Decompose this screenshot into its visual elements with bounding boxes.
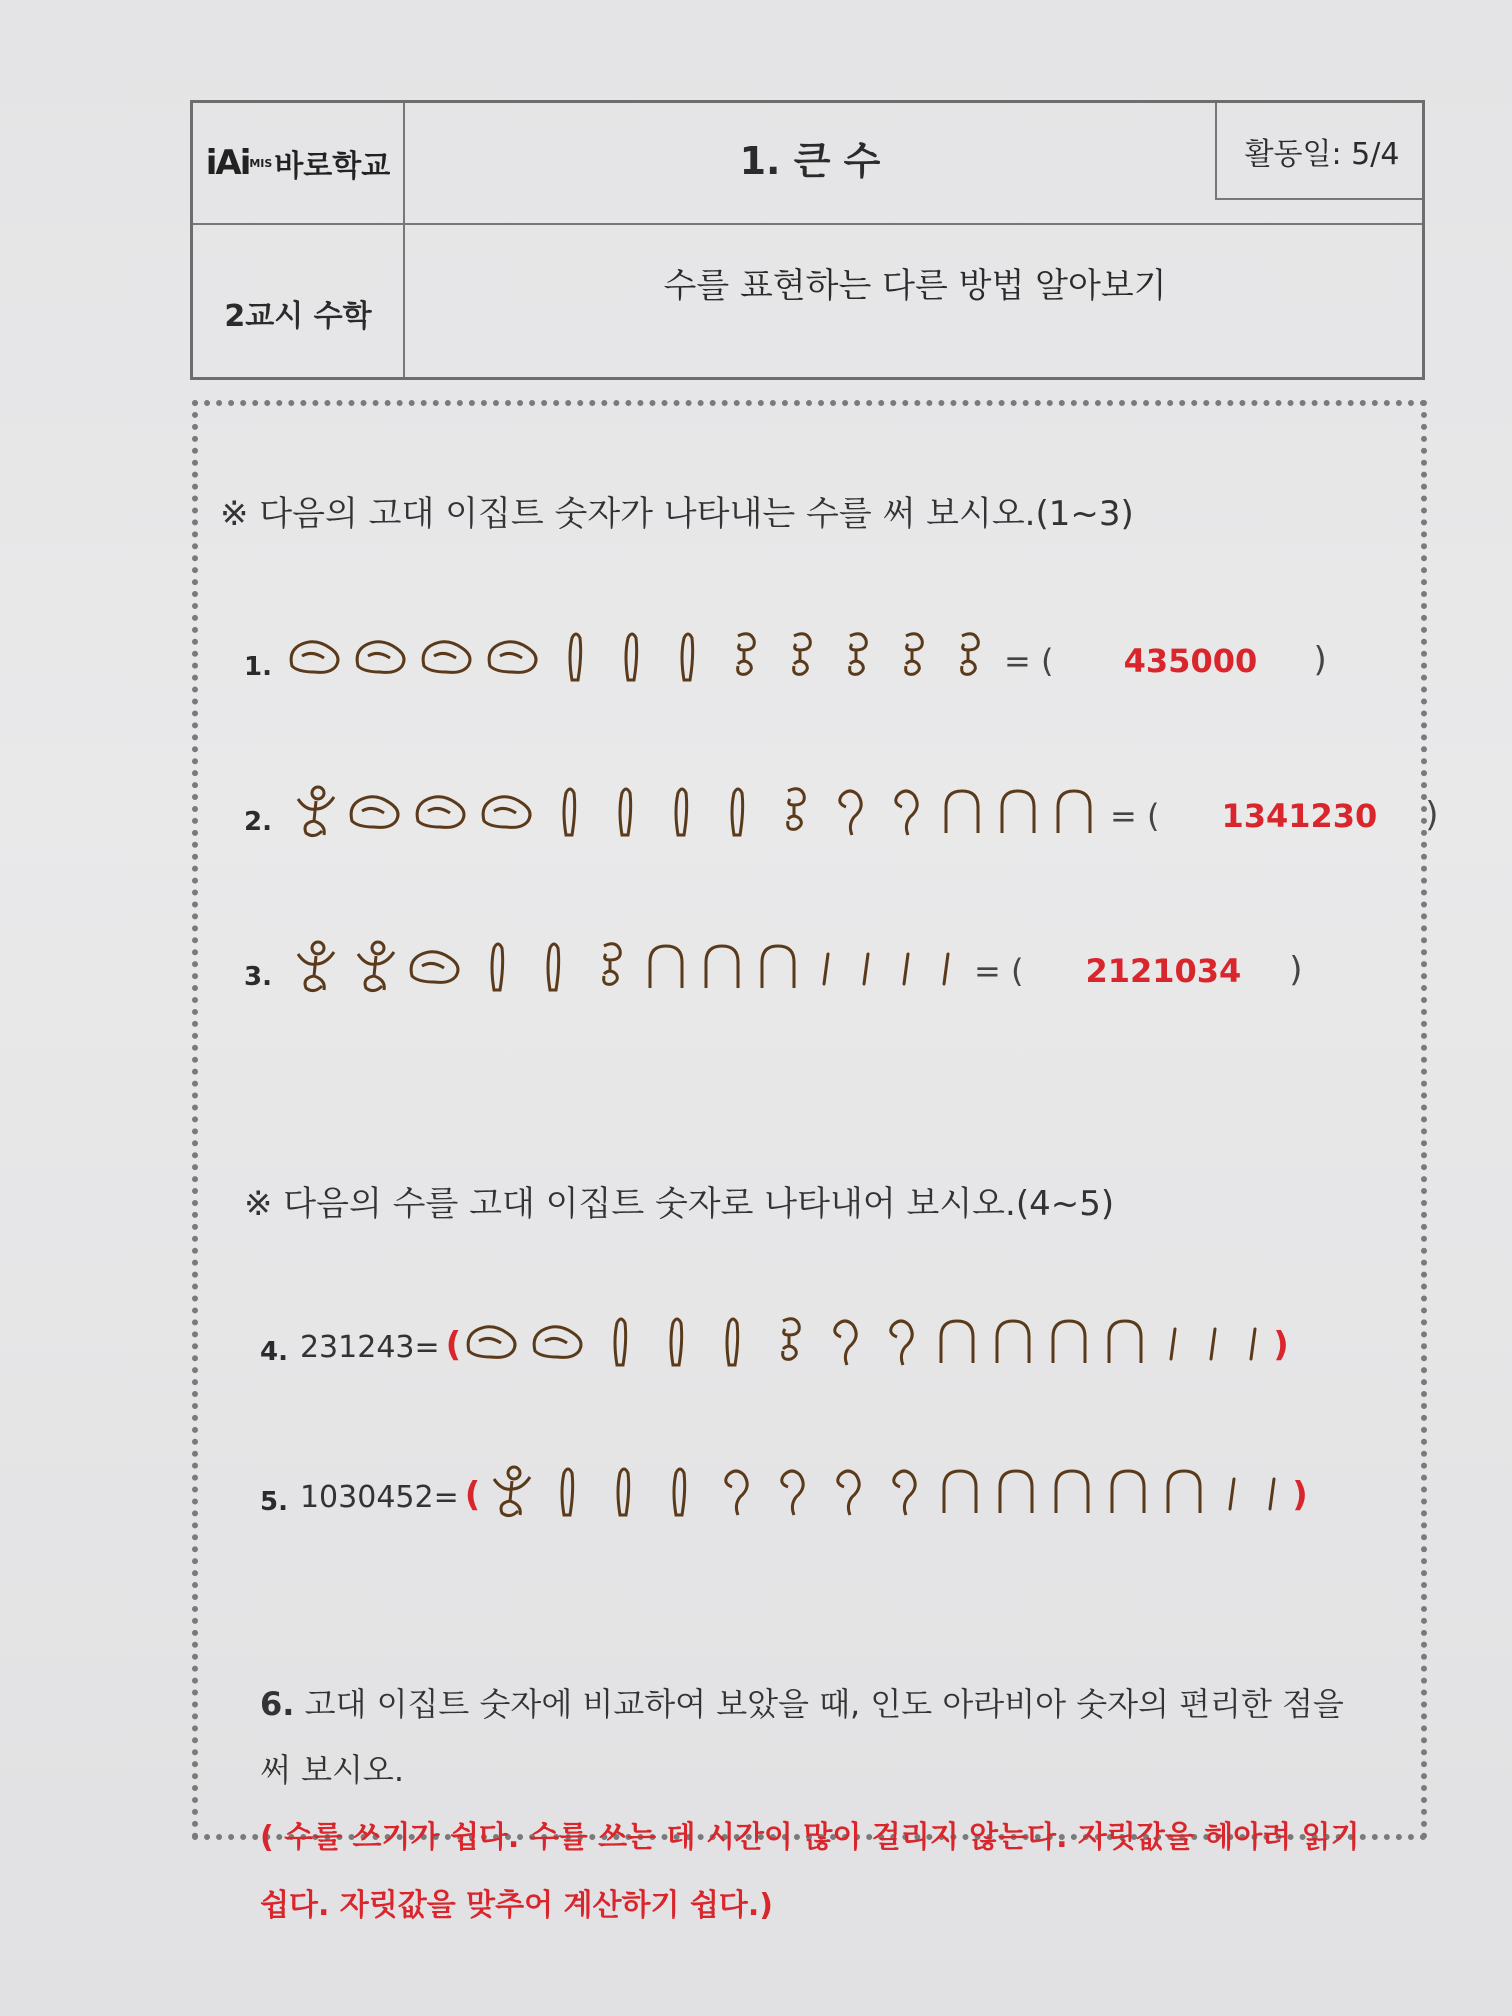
stroke-glyph-icon: [1212, 1461, 1252, 1521]
god-glyph-icon: [344, 936, 404, 996]
exercise-box: [192, 400, 1439, 1923]
coil-glyph-icon: [582, 936, 638, 996]
rope-glyph-icon: [764, 1461, 820, 1521]
stroke-glyph-icon: [1193, 1311, 1233, 1371]
heel-glyph-icon: [990, 781, 1046, 841]
activity-date: 활동일: 5/4: [1244, 136, 1400, 172]
question-5: [260, 1451, 1308, 1521]
heel-glyph-icon: [1044, 1461, 1100, 1521]
lotus-glyph-icon: [654, 781, 710, 841]
finger-glyph-icon: [416, 626, 482, 686]
finger-glyph-icon: [344, 781, 410, 841]
heel-glyph-icon: [1097, 1311, 1153, 1371]
rope-glyph-icon: [708, 1461, 764, 1521]
heel-glyph-icon: [1046, 781, 1102, 841]
coil-glyph-icon: [772, 626, 828, 686]
coil-glyph-icon: [940, 626, 996, 686]
question-value: 1030452=: [299, 1480, 459, 1515]
question-3: [244, 926, 1303, 996]
rope-glyph-icon: [822, 781, 878, 841]
question-number: 2.: [244, 807, 272, 837]
lotus-glyph-icon: [540, 1461, 596, 1521]
close-paren: ): [1425, 795, 1439, 835]
question-2: [244, 771, 1439, 841]
question-value: 231243=: [299, 1330, 440, 1365]
close-paren: ): [1313, 640, 1327, 680]
question-1: [244, 616, 1327, 686]
lotus-glyph-icon: [542, 781, 598, 841]
answer-text[interactable]: 2121034: [1085, 952, 1242, 990]
heel-glyph-icon: [638, 936, 694, 996]
rope-glyph-icon: [876, 1461, 932, 1521]
stroke-glyph-icon: [886, 936, 926, 996]
finger-glyph-icon: [404, 936, 470, 996]
lotus-glyph-icon: [705, 1311, 761, 1371]
close-paren: ): [1289, 950, 1303, 990]
hieroglyph-sequence: [284, 936, 966, 996]
finger-glyph-icon: [284, 626, 350, 686]
equals-sign: = (: [973, 952, 1024, 990]
god-glyph-icon: [284, 936, 344, 996]
coil-glyph-icon: [716, 626, 772, 686]
heel-glyph-icon: [985, 1311, 1041, 1371]
lotus-glyph-icon: [598, 781, 654, 841]
open-paren: (: [464, 1475, 481, 1515]
section2-instruction: ※ 다음의 수를 고대 이집트 숫자로 나타내어 보시오.(4~5): [244, 1184, 1115, 1224]
lotus-glyph-icon: [649, 1311, 705, 1371]
finger-glyph-icon: [482, 626, 548, 686]
question-number: 1.: [244, 652, 272, 682]
god-glyph-icon: [284, 781, 344, 841]
rope-glyph-icon: [873, 1311, 929, 1371]
coil-glyph-icon: [766, 781, 822, 841]
finger-glyph-icon: [461, 1311, 527, 1371]
question-number: 5.: [260, 1487, 288, 1517]
school-logo: [193, 103, 403, 223]
finger-glyph-icon: [476, 781, 542, 841]
lotus-glyph-icon: [596, 1461, 652, 1521]
section1-instruction: ※ 다음의 고대 이집트 숫자가 나타내는 수를 써 보시오.(1~3): [220, 494, 1134, 534]
finger-glyph-icon: [527, 1311, 593, 1371]
lotus-glyph-icon: [526, 936, 582, 996]
class-period: 2교시 수학: [224, 298, 372, 334]
hieroglyph-sequence: [284, 781, 1102, 841]
heel-glyph-icon: [932, 1461, 988, 1521]
stroke-glyph-icon: [1153, 1311, 1193, 1371]
close-paren: ): [1273, 1325, 1289, 1365]
rope-glyph-icon: [878, 781, 934, 841]
rope-glyph-icon: [817, 1311, 873, 1371]
heel-glyph-icon: [1100, 1461, 1156, 1521]
close-paren: ): [1292, 1475, 1308, 1515]
heel-glyph-icon: [1156, 1461, 1212, 1521]
open-paren: (: [445, 1325, 462, 1365]
god-glyph-icon: [480, 1461, 540, 1521]
lotus-glyph-icon: [470, 936, 526, 996]
question-4: [260, 1301, 1289, 1371]
logo-mark: iAi: [205, 143, 250, 183]
question-text: 고대 이집트 숫자에 비교하여 보았을 때, 인도 아라비아 숫자의 편리한 점을 써 보시오.: [260, 1685, 1344, 1789]
hieroglyph-sequence: [284, 626, 996, 686]
question-number: 6.: [260, 1685, 295, 1723]
unit-title: 1. 큰 수: [739, 138, 881, 183]
finger-glyph-icon: [410, 781, 476, 841]
stroke-glyph-icon: [806, 936, 846, 996]
rope-glyph-icon: [820, 1461, 876, 1521]
hieroglyph-answer[interactable]: [480, 1461, 1292, 1521]
question-number: 4.: [260, 1337, 288, 1367]
stroke-glyph-icon: [1233, 1311, 1273, 1371]
lotus-glyph-icon: [710, 781, 766, 841]
lotus-glyph-icon: [593, 1311, 649, 1371]
answer-text[interactable]: 435000: [1123, 642, 1258, 680]
coil-glyph-icon: [761, 1311, 817, 1371]
heel-glyph-icon: [694, 936, 750, 996]
lotus-glyph-icon: [548, 626, 604, 686]
stroke-glyph-icon: [1252, 1461, 1292, 1521]
hieroglyph-answer[interactable]: [461, 1311, 1273, 1371]
heel-glyph-icon: [934, 781, 990, 841]
heel-glyph-icon: [929, 1311, 985, 1371]
answer-text[interactable]: 1341230: [1221, 797, 1378, 835]
lotus-glyph-icon: [660, 626, 716, 686]
lotus-glyph-icon: [604, 626, 660, 686]
stroke-glyph-icon: [926, 936, 966, 996]
logo-sup: MIS: [249, 156, 273, 170]
coil-glyph-icon: [828, 626, 884, 686]
heel-glyph-icon: [1041, 1311, 1097, 1371]
header-table: [190, 100, 1425, 380]
answer-text[interactable]: ( 수를 쓰기가 쉽다. 수를 쓰는 데 시간이 많이 걸리지 않는다. 자릿값을 헤아려 읽기 쉽다. 자릿값을 맞추어 계산하기 쉽다.): [260, 1820, 1360, 1923]
equals-sign: = (: [1109, 797, 1160, 835]
school-name: 바로학교: [274, 149, 391, 184]
heel-glyph-icon: [750, 936, 806, 996]
question-number: 3.: [244, 962, 272, 992]
lesson-title: 수를 표현하는 다른 방법 알아보기: [663, 266, 1167, 306]
worksheet: [190, 100, 1439, 1923]
heel-glyph-icon: [988, 1461, 1044, 1521]
lotus-glyph-icon: [652, 1461, 708, 1521]
equals-sign: = (: [1003, 642, 1054, 680]
stroke-glyph-icon: [846, 936, 886, 996]
question-6: [260, 1671, 1380, 1939]
coil-glyph-icon: [884, 626, 940, 686]
finger-glyph-icon: [350, 626, 416, 686]
